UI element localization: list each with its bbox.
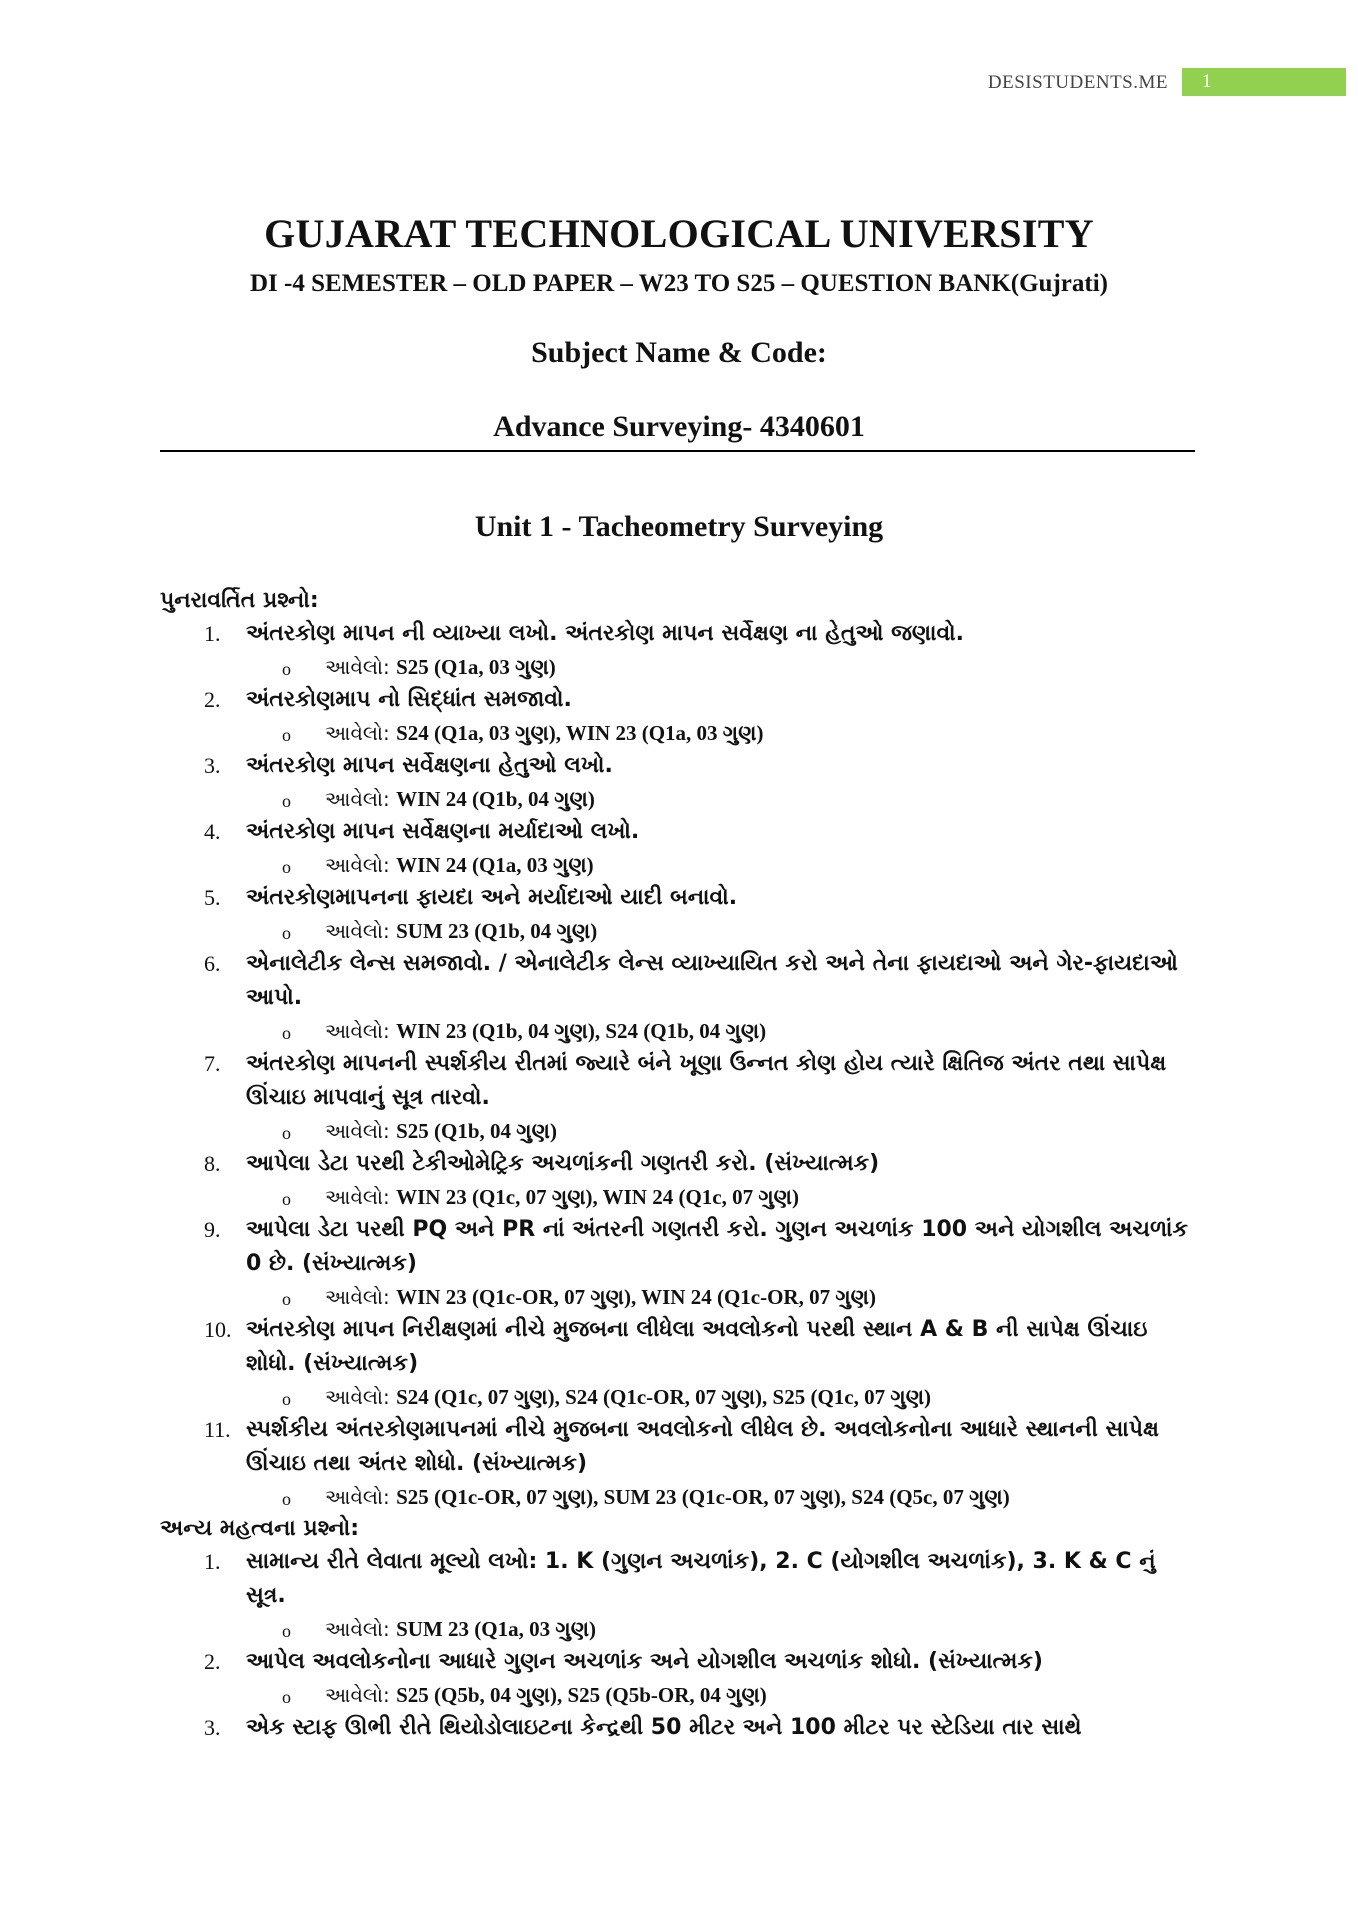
question-number: 6. [204,951,221,976]
subject-name: Advance Surveying- 4340601 [493,410,865,443]
question-text: આપેલા ડેટા પરથી PQ અને PR નાં અંતરની ગણતરી કરો. ગુણન અચળાંક 100 અને યોગશીલ અચળાંક 0 છે. (સંખ્યાત્મક) [246,1217,1189,1276]
bullet-icon: o [282,1621,291,1641]
question-item [160,1313,1200,1381]
asked-label: આવેલો: [325,853,397,877]
asked-in-item [160,1613,1200,1645]
question-text: અંતરકોણમાપ નો સિદ્ધાંત સમજાવો. [246,687,572,712]
question-text: સ્પર્શકીય અંતરકોણમાપનમાં નીચે મુજબના અવલોકનો લીધેલ છે. અવલોકનોના આધારે સ્થાનની સાપેક્ષ ઊંચાઇ તથા અંતર શોધો. (સંખ્યાત્મક) [246,1417,1160,1476]
asked-in-item [160,915,1200,947]
asked-exams: S25 (Q1b, 04 ગુણ) [396,1119,557,1143]
question-number: 1. [204,1549,221,1574]
question-number: 8. [204,1151,221,1176]
bullet-icon: o [282,1289,291,1309]
question-item [160,947,1200,1015]
asked-exams: WIN 23 (Q1b, 04 ગુણ), S24 (Q1b, 04 ગુણ) [396,1019,767,1043]
page-header [0,68,1358,98]
question-item [160,1413,1200,1481]
question-number: 5. [204,885,221,910]
asked-exams: S25 (Q1a, 03 ગુણ) [396,655,556,679]
question-item [160,881,1200,915]
question-text: આપેલ અવલોકનોના આધારે ગુણન અચળાંક અને યોગશીલ અચળાંક શોધો. (સંખ્યાત્મક) [246,1649,1043,1674]
site-name: DESISTUDENTS.ME [987,72,1168,93]
question-text: અંતરકોણમાપનના ફાયદા અને મર્યાદાઓ યાદી બનાવો. [246,885,738,910]
asked-in-item [160,783,1200,815]
bullet-icon: o [282,725,291,745]
question-item [160,617,1200,651]
unit-title: Unit 1 - Tacheometry Surveying [474,510,884,543]
asked-label: આવેલો: [325,919,397,943]
question-item [160,815,1200,849]
section-heading: પુનરાવર્તિત પ્રશ્નો: [160,588,319,613]
asked-in-item [160,1679,1200,1711]
question-item [160,1645,1200,1679]
question-text: અંતરકોણ માપન નિરીક્ષણમાં નીચે મુજબના લીધેલા અવલોકનો પરથી સ્થાન A & B ની સાપેક્ષ ઊંચાઇ શોધો. (સંખ્યાત્મક) [246,1317,1148,1376]
asked-label: આવેલો: [325,1019,397,1043]
asked-exams: WIN 24 (Q1a, 03 ગુણ) [396,853,594,877]
bullet-icon: o [282,1123,291,1143]
question-number: 2. [204,1649,221,1674]
question-item [160,683,1200,717]
question-text: આપેલા ડેટા પરથી ટેકીઓમેટ્રિક અચળાંકની ગણતરી કરો. (સંખ્યાત્મક) [246,1151,880,1176]
asked-label: આવેલો: [325,787,397,811]
asked-label: આવેલો: [325,1485,397,1509]
asked-exams: WIN 23 (Q1c, 07 ગુણ), WIN 24 (Q1c, 07 ગુણ) [396,1185,799,1209]
university-title: GUJARAT TECHNOLOGICAL UNIVERSITY [264,211,1094,256]
bullet-icon: o [282,857,291,877]
bullet-icon: o [282,1389,291,1409]
asked-label: આવેલો: [325,1285,397,1309]
bullet-icon: o [282,1189,291,1209]
asked-in-item [160,651,1200,683]
asked-label: આવેલો: [325,1617,397,1641]
question-item [160,1545,1200,1613]
bullet-icon: o [282,1489,291,1509]
page-number: 1 [1202,71,1212,92]
question-text: અંતરકોણ માપનની સ્પર્શકીય રીતમાં જ્યારે બંને ખૂણા ઉન્નત કોણ હોય ત્યારે ક્ષિતિજ અંતર તથા સાપેક્ષ ઊંચાઇ માપવાનું સૂત્ર તારવો. [246,1051,1167,1110]
asked-label: આવેલો: [325,721,397,745]
asked-in-item [160,1481,1200,1513]
asked-in-item [160,1015,1200,1047]
question-item [160,749,1200,783]
paper-subtitle: DI -4 SEMESTER – OLD PAPER – W23 TO S25 – QUESTION BANK(Gujrati) [250,270,1108,297]
question-text: એક સ્ટાફ ઊભી રીતે થિયોડોલાઇટના કેન્દ્રથી 50 મીટર અને 100 મીટર પર સ્ટેડિયા તાર સાથે [246,1715,1082,1740]
question-text: સામાન્ય રીતે લેવાતા મૂલ્યો લખો: 1. K (ગુણન અચળાંક), 2. C (યોગશીલ અચળાંક), 3. K & C નું સૂત્ર. [246,1549,1156,1608]
asked-exams: S25 (Q1c-OR, 07 ગુણ), SUM 23 (Q1c-OR, 07 ગુણ), S24 (Q5c, 07 ગુણ) [396,1485,1010,1509]
bullet-icon: o [282,1687,291,1707]
question-number: 2. [204,687,221,712]
asked-in-item [160,1115,1200,1147]
question-item [160,1711,1200,1745]
asked-label: આવેલો: [325,1185,397,1209]
asked-label: આવેલો: [325,1683,397,1707]
bullet-icon: o [282,923,291,943]
asked-exams: SUM 23 (Q1a, 03 ગુણ) [396,1617,597,1641]
question-number: 9. [204,1217,221,1242]
question-text: અંતરકોણ માપન સર્વેક્ષણના હેતુઓ લખો. [246,753,613,778]
asked-exams: WIN 24 (Q1b, 04 ગુણ) [396,787,595,811]
page-number-box [1182,68,1346,96]
bullet-icon: o [282,659,291,679]
question-number: 11. [204,1417,231,1442]
question-number: 7. [204,1051,221,1076]
asked-exams: WIN 23 (Q1c-OR, 07 ગુણ), WIN 24 (Q1c-OR, 07 ગુણ) [396,1285,876,1309]
question-number: 4. [204,819,221,844]
subject-label: Subject Name & Code: [531,336,827,369]
question-item [160,1213,1200,1281]
asked-in-item [160,849,1200,881]
question-number: 3. [204,1715,221,1740]
question-number: 1. [204,621,221,646]
asked-exams: S24 (Q1a, 03 ગુણ), WIN 23 (Q1a, 03 ગુણ) [396,721,764,745]
asked-exams: S24 (Q1c, 07 ગુણ), S24 (Q1c-OR, 07 ગુણ), S25 (Q1c, 07 ગુણ) [396,1385,932,1409]
question-text: અંતરકોણ માપન સર્વેક્ષણના મર્યાદાઓ લખો. [246,819,640,844]
asked-in-item [160,717,1200,749]
question-item [160,1047,1200,1115]
asked-exams: S25 (Q5b, 04 ગુણ), S25 (Q5b-OR, 04 ગુણ) [396,1683,767,1707]
question-text: એનાલેટીક લેન્સ સમજાવો. / એનાલેટીક લેન્સ વ્યાખ્યાયિત કરો અને તેના ફાયદાઓ અને ગેર-ફાયદાઓ આપો. [246,951,1178,1010]
asked-in-item [160,1381,1200,1413]
bullet-icon: o [282,1023,291,1043]
section-heading: અન્ય મહત્વના પ્રશ્નો: [160,1516,360,1541]
asked-label: આવેલો: [325,655,397,679]
bullet-icon: o [282,791,291,811]
asked-label: આવેલો: [325,1385,397,1409]
asked-in-item [160,1281,1200,1313]
question-list [160,585,1200,1745]
divider [160,450,1195,452]
question-text: અંતરકોણ માપન ની વ્યાખ્યા લખો. અંતરકોણ માપન સર્વેક્ષણ ના હેતુઓ જણાવો. [246,621,965,646]
question-item [160,1147,1200,1181]
asked-in-item [160,1181,1200,1213]
asked-exams: SUM 23 (Q1b, 04 ગુણ) [396,919,598,943]
asked-label: આવેલો: [325,1119,397,1143]
question-number: 3. [204,753,221,778]
question-number: 10. [204,1317,232,1342]
